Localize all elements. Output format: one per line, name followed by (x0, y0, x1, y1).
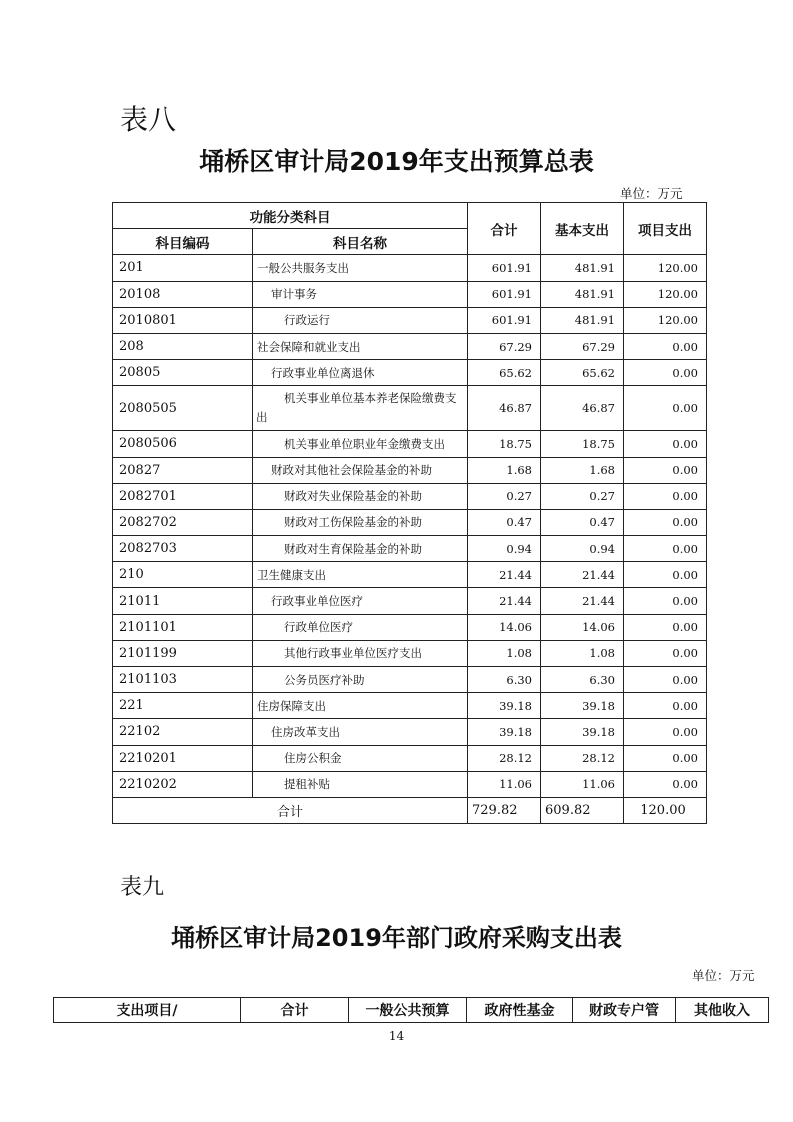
header-basic-expenditure: 基本支出 (541, 203, 624, 255)
table-row (113, 771, 707, 797)
table-row (113, 431, 707, 457)
procurement-expenditure-table (53, 997, 769, 1023)
total-value: 46.87 (468, 386, 541, 431)
header-expenditure-item: 支出项目/ (54, 998, 241, 1023)
project-value: 0.00 (624, 509, 707, 535)
total-value: 14.06 (468, 614, 541, 640)
table-row (113, 386, 707, 431)
basic-value: 0.94 (541, 536, 624, 562)
total-value: 1.68 (468, 457, 541, 483)
subject-name: 行政运行 (253, 307, 468, 333)
total-value: 18.75 (468, 431, 541, 457)
project-value: 120.00 (624, 255, 707, 281)
project-value: 0.00 (624, 719, 707, 745)
table-row (113, 719, 707, 745)
project-value: 0.00 (624, 457, 707, 483)
grand-project-value: 120.00 (624, 797, 707, 823)
header-project-expenditure: 项目支出 (624, 203, 707, 255)
table-row (113, 745, 707, 771)
project-value: 120.00 (624, 307, 707, 333)
subject-code: 2080506 (113, 431, 253, 457)
header-general-public-budget: 一般公共预算 (349, 998, 467, 1023)
table-row (113, 536, 707, 562)
subject-name: 卫生健康支出 (253, 562, 468, 588)
header-subject-name: 科目名称 (253, 229, 468, 255)
header-special-account: 财政专户管 (573, 998, 676, 1023)
subject-name: 机关事业单位基本养老保险缴费支出 (253, 386, 468, 431)
basic-value: 21.44 (541, 588, 624, 614)
table-row (113, 457, 707, 483)
subject-code: 20108 (113, 281, 253, 307)
total-value: 65.62 (468, 360, 541, 386)
project-value: 0.00 (624, 614, 707, 640)
project-value: 0.00 (624, 333, 707, 359)
total-value: 1.08 (468, 640, 541, 666)
total-row (113, 797, 707, 823)
subject-name: 一般公共服务支出 (253, 255, 468, 281)
header-total: 合计 (468, 203, 541, 255)
table-row (113, 562, 707, 588)
total-value: 39.18 (468, 693, 541, 719)
table-row (113, 693, 707, 719)
subject-code: 20805 (113, 360, 253, 386)
subject-name: 财政对其他社会保险基金的补助 (253, 457, 468, 483)
grand-basic-value: 609.82 (541, 797, 624, 823)
header-subject-code: 科目编码 (113, 229, 253, 255)
total-value: 21.44 (468, 588, 541, 614)
subject-name: 住房公积金 (253, 745, 468, 771)
table-row (113, 667, 707, 693)
basic-value: 11.06 (541, 771, 624, 797)
project-value: 0.00 (624, 483, 707, 509)
basic-value: 481.91 (541, 281, 624, 307)
page-number: 14 (388, 1029, 405, 1043)
table-row (113, 509, 707, 535)
header-total: 合计 (241, 998, 349, 1023)
table-row (113, 307, 707, 333)
subject-name: 财政对失业保险基金的补助 (253, 483, 468, 509)
procurement-header-row (54, 998, 769, 1023)
table8-label: 表八 (120, 103, 177, 136)
header-government-fund: 政府性基金 (467, 998, 573, 1023)
subject-code: 2080505 (113, 386, 253, 431)
subject-code: 2101199 (113, 640, 253, 666)
subject-code: 2101103 (113, 667, 253, 693)
subject-name: 提租补贴 (253, 771, 468, 797)
table-row (113, 360, 707, 386)
subject-code: 221 (113, 693, 253, 719)
expenditure-budget-table (112, 202, 707, 824)
basic-value: 67.29 (541, 333, 624, 359)
subject-name: 行政事业单位医疗 (253, 588, 468, 614)
table9-unit: 单位：万元 (692, 968, 755, 983)
subject-name: 财政对生育保险基金的补助 (253, 536, 468, 562)
project-value: 0.00 (624, 360, 707, 386)
project-value: 0.00 (624, 667, 707, 693)
project-value: 0.00 (624, 693, 707, 719)
table9-label: 表九 (120, 875, 165, 900)
subject-code: 2210202 (113, 771, 253, 797)
subject-name: 住房保障支出 (253, 693, 468, 719)
subject-code: 2082703 (113, 536, 253, 562)
basic-value: 46.87 (541, 386, 624, 431)
project-value: 0.00 (624, 536, 707, 562)
subject-code: 21011 (113, 588, 253, 614)
subject-code: 20827 (113, 457, 253, 483)
basic-value: 0.27 (541, 483, 624, 509)
project-value: 0.00 (624, 562, 707, 588)
basic-value: 39.18 (541, 719, 624, 745)
basic-value: 0.47 (541, 509, 624, 535)
subject-name: 社会保障和就业支出 (253, 333, 468, 359)
project-value: 0.00 (624, 588, 707, 614)
basic-value: 28.12 (541, 745, 624, 771)
total-value: 28.12 (468, 745, 541, 771)
subject-name: 公务员医疗补助 (253, 667, 468, 693)
subject-name: 行政单位医疗 (253, 614, 468, 640)
basic-value: 6.30 (541, 667, 624, 693)
subject-name: 行政事业单位离退休 (253, 360, 468, 386)
total-value: 39.18 (468, 719, 541, 745)
project-value: 0.00 (624, 771, 707, 797)
subject-name: 审计事务 (253, 281, 468, 307)
project-value: 0.00 (624, 431, 707, 457)
project-value: 120.00 (624, 281, 707, 307)
total-value: 6.30 (468, 667, 541, 693)
table-row (113, 588, 707, 614)
basic-value: 65.62 (541, 360, 624, 386)
total-value: 601.91 (468, 255, 541, 281)
subject-name: 住房改革支出 (253, 719, 468, 745)
header-function-classification: 功能分类科目 (113, 203, 468, 229)
subject-code: 2210201 (113, 745, 253, 771)
basic-value: 14.06 (541, 614, 624, 640)
grand-total-value: 729.82 (468, 797, 541, 823)
project-value: 0.00 (624, 640, 707, 666)
total-value: 0.47 (468, 509, 541, 535)
table8-title: 埇桥区审计局2019年支出预算总表 (199, 147, 594, 176)
total-value: 601.91 (468, 307, 541, 333)
subject-code: 2082702 (113, 509, 253, 535)
subject-code: 2010801 (113, 307, 253, 333)
subject-code: 22102 (113, 719, 253, 745)
basic-value: 481.91 (541, 255, 624, 281)
subject-code: 208 (113, 333, 253, 359)
project-value: 0.00 (624, 745, 707, 771)
subject-name: 其他行政事业单位医疗支出 (253, 640, 468, 666)
total-value: 11.06 (468, 771, 541, 797)
table9-title: 埇桥区审计局2019年部门政府采购支出表 (171, 924, 622, 952)
table-row (113, 333, 707, 359)
total-value: 0.94 (468, 536, 541, 562)
total-value: 67.29 (468, 333, 541, 359)
subject-code: 2101101 (113, 614, 253, 640)
table8-unit: 单位：万元 (620, 186, 683, 201)
total-value: 21.44 (468, 562, 541, 588)
basic-value: 1.68 (541, 457, 624, 483)
subject-name: 财政对工伤保险基金的补助 (253, 509, 468, 535)
basic-value: 1.08 (541, 640, 624, 666)
table-row (113, 281, 707, 307)
table-row (113, 640, 707, 666)
basic-value: 18.75 (541, 431, 624, 457)
total-value: 601.91 (468, 281, 541, 307)
total-value: 0.27 (468, 483, 541, 509)
table-row (113, 483, 707, 509)
header-other-income: 其他收入 (676, 998, 769, 1023)
subject-code: 2082701 (113, 483, 253, 509)
subject-code: 210 (113, 562, 253, 588)
subject-name: 机关事业单位职业年金缴费支出 (253, 431, 468, 457)
subject-code: 201 (113, 255, 253, 281)
basic-value: 21.44 (541, 562, 624, 588)
basic-value: 39.18 (541, 693, 624, 719)
basic-value: 481.91 (541, 307, 624, 333)
table-row (113, 614, 707, 640)
table-row (113, 255, 707, 281)
total-label: 合计 (113, 797, 468, 823)
project-value: 0.00 (624, 386, 707, 431)
